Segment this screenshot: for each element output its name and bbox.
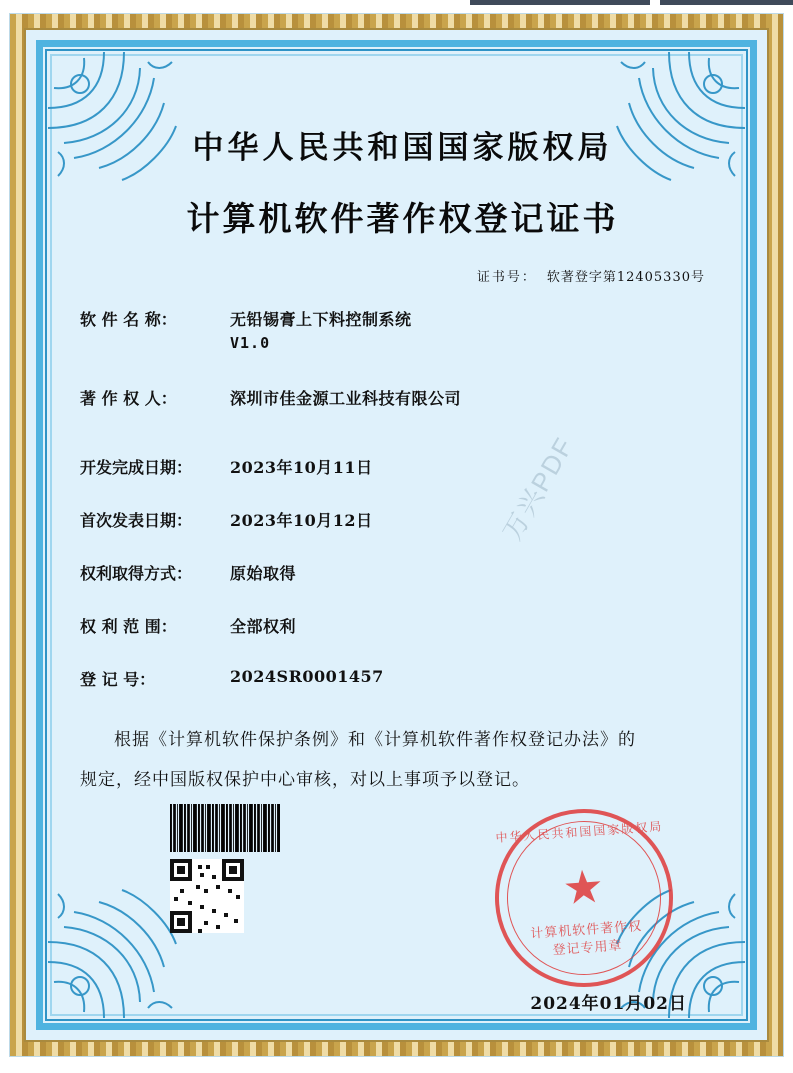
field-row-development-date (80, 455, 725, 478)
statement-paragraph (80, 720, 725, 800)
field-label: 软 件 名 称： (80, 310, 177, 329)
field-value-text: 无铅锡膏上下料控制系统 (230, 310, 412, 329)
field-value: 2023年10月11日 (230, 458, 373, 477)
field-row-registration-number (80, 667, 725, 690)
certificate-number-value: 软著登字第12405330号 (546, 270, 705, 285)
certificate (10, 14, 783, 1056)
issuer-title: 中华人民共和国国家版权局 (192, 130, 613, 166)
field-label: 开发完成日期： (80, 458, 193, 477)
top-strip-segment (660, 0, 793, 5)
field-label: 登 记 号： (80, 670, 156, 689)
field-value: 全部权利 (230, 617, 297, 636)
certificate-number-label: 证书号： (476, 270, 537, 285)
field-value: 2024SR0001457 (230, 667, 384, 686)
field-row-first-publish-date (80, 508, 725, 531)
field-list (80, 307, 725, 690)
barcode-overlay (170, 804, 280, 852)
statement-line-1: 根据《计算机软件保护条例》和《计算机软件著作权登记办法》的 (114, 730, 636, 750)
field-row-rights-scope (80, 614, 725, 637)
issue-date: 2024年01月02日 (530, 994, 687, 1014)
pdf-watermark: 万兴PDF (496, 431, 580, 546)
field-value-version: V1.0 (230, 334, 271, 352)
spacer (80, 409, 725, 455)
field-label: 权 利 范 围： (80, 617, 177, 636)
qr-code (170, 859, 244, 933)
certificate-number (80, 266, 725, 285)
field-label: 首次发表日期： (80, 511, 193, 530)
field-row-acquisition-method (80, 561, 725, 584)
field-label: 权利取得方式： (80, 564, 193, 583)
document-page (0, 6, 793, 1073)
seal-bottom-line-2: 登记专用章 (551, 937, 623, 958)
field-row-copyright-owner (80, 386, 725, 409)
certificate-content (80, 92, 725, 800)
seal-star-icon: ★ (560, 860, 606, 915)
field-value: 深圳市佳金源工业科技有限公司 (230, 389, 462, 408)
statement-line-2: 规定，经中国版权保护中心审核，对以上事项予以登记。 (80, 770, 530, 790)
top-strip-segment (470, 0, 650, 5)
field-value (230, 307, 412, 352)
seal-arc-text: 中华人民共和国国家版权局 (495, 819, 664, 846)
field-value: 2023年10月12日 (230, 511, 373, 530)
field-label: 著 作 权 人： (80, 389, 177, 408)
page-title: 计算机软件著作权登记证书 (186, 199, 619, 238)
seal-bottom-line-1: 计算机软件著作权 (529, 918, 643, 941)
field-row-software-name (80, 307, 725, 352)
spacer (80, 352, 725, 386)
field-value: 原始取得 (230, 564, 297, 583)
